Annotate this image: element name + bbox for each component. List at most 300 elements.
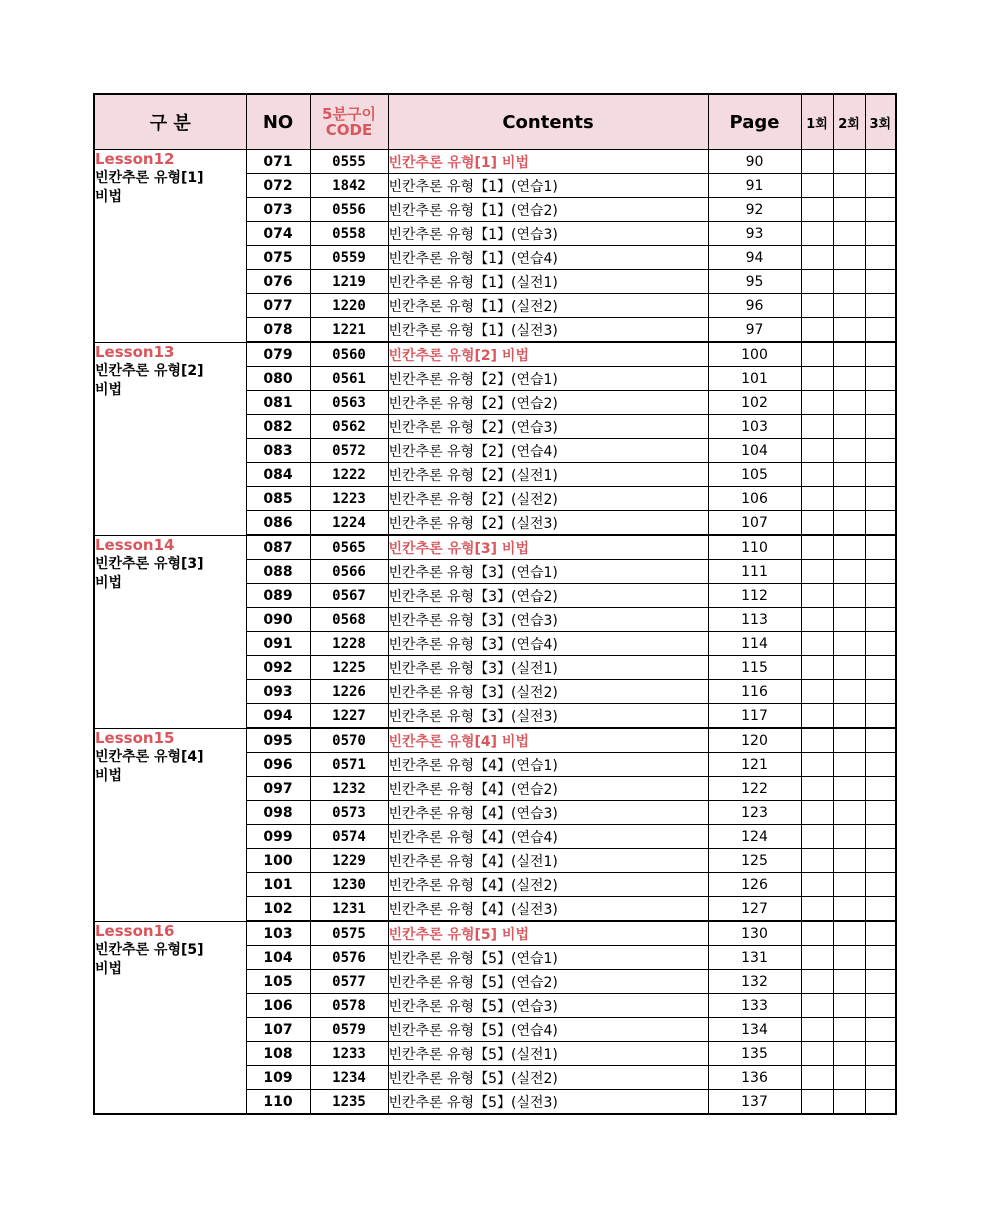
row-code: 1226 [310, 680, 388, 704]
round-2-checkbox[interactable] [833, 1042, 865, 1066]
row-code: 0562 [310, 415, 388, 439]
lesson-title-suffix: 비법 [95, 189, 123, 205]
row-number: 103 [246, 921, 310, 946]
row-code: 1229 [310, 849, 388, 873]
round-2-checkbox[interactable] [833, 632, 865, 656]
round-3-checkbox[interactable] [865, 873, 896, 897]
row-page: 127 [708, 897, 801, 922]
row-page: 107 [708, 511, 801, 536]
table-row [94, 728, 896, 753]
table-row [94, 921, 896, 946]
row-page: 105 [708, 463, 801, 487]
round-1-checkbox[interactable] [801, 970, 833, 994]
row-code: 0573 [310, 801, 388, 825]
lesson-name: Lesson16 [95, 921, 175, 940]
row-number: 098 [246, 801, 310, 825]
round-1-checkbox[interactable] [801, 584, 833, 608]
round-3-checkbox[interactable] [865, 849, 896, 873]
round-2-checkbox[interactable] [833, 463, 865, 487]
row-contents: 빈칸추론 유형【3】(연습4) [388, 632, 708, 656]
row-page: 95 [708, 270, 801, 294]
row-number: 073 [246, 198, 310, 222]
row-contents: 빈칸추론 유형【3】(연습2) [388, 584, 708, 608]
round-2-checkbox[interactable] [833, 342, 865, 367]
row-number: 083 [246, 439, 310, 463]
lesson-title: 빈칸추론 유형[3] [95, 555, 204, 572]
round-2-checkbox[interactable] [833, 825, 865, 849]
round-2-checkbox[interactable] [833, 294, 865, 318]
header-contents: Contents [388, 94, 708, 150]
round-1-checkbox[interactable] [801, 728, 833, 753]
round-1-checkbox[interactable] [801, 849, 833, 873]
round-2-checkbox[interactable] [833, 270, 865, 294]
row-page: 94 [708, 246, 801, 270]
row-contents: 빈칸추론 유형[1] 비법 [388, 150, 708, 174]
round-3-checkbox[interactable] [865, 318, 896, 343]
row-code: 0566 [310, 560, 388, 584]
round-2-checkbox[interactable] [833, 970, 865, 994]
round-1-checkbox[interactable] [801, 704, 833, 729]
row-page: 133 [708, 994, 801, 1018]
row-page: 132 [708, 970, 801, 994]
row-code: 0579 [310, 1018, 388, 1042]
row-number: 089 [246, 584, 310, 608]
round-3-checkbox[interactable] [865, 198, 896, 222]
row-code: 0567 [310, 584, 388, 608]
round-3-checkbox[interactable] [865, 1090, 896, 1115]
row-code: 0574 [310, 825, 388, 849]
round-2-checkbox[interactable] [833, 608, 865, 632]
row-code: 0565 [310, 535, 388, 560]
lesson-cell [94, 728, 246, 921]
row-page: 131 [708, 946, 801, 970]
round-3-checkbox[interactable] [865, 825, 896, 849]
round-1-checkbox[interactable] [801, 680, 833, 704]
row-number: 096 [246, 753, 310, 777]
row-number: 079 [246, 342, 310, 367]
round-1-checkbox[interactable] [801, 342, 833, 367]
lesson-title: 빈칸추론 유형[5] [95, 941, 204, 958]
row-code: 0556 [310, 198, 388, 222]
round-2-checkbox[interactable] [833, 174, 865, 198]
round-1-checkbox[interactable] [801, 174, 833, 198]
row-number: 105 [246, 970, 310, 994]
round-2-checkbox[interactable] [833, 222, 865, 246]
row-page: 120 [708, 728, 801, 753]
row-page: 125 [708, 849, 801, 873]
round-2-checkbox[interactable] [833, 511, 865, 536]
table-row [94, 150, 896, 174]
row-page: 103 [708, 415, 801, 439]
row-number: 102 [246, 897, 310, 922]
row-code: 1220 [310, 294, 388, 318]
round-3-checkbox[interactable] [865, 246, 896, 270]
row-contents: 빈칸추론 유형【3】(실전2) [388, 680, 708, 704]
round-1-checkbox[interactable] [801, 632, 833, 656]
round-1-checkbox[interactable] [801, 994, 833, 1018]
round-2-checkbox[interactable] [833, 1090, 865, 1115]
round-1-checkbox[interactable] [801, 1042, 833, 1066]
row-code: 0558 [310, 222, 388, 246]
round-2-checkbox[interactable] [833, 704, 865, 729]
row-number: 109 [246, 1066, 310, 1090]
row-contents: 빈칸추론 유형【4】(연습3) [388, 801, 708, 825]
row-contents: 빈칸추론 유형【4】(실전1) [388, 849, 708, 873]
round-3-checkbox[interactable] [865, 1018, 896, 1042]
row-contents: 빈칸추론 유형【1】(연습2) [388, 198, 708, 222]
round-1-checkbox[interactable] [801, 560, 833, 584]
row-page: 123 [708, 801, 801, 825]
round-1-checkbox[interactable] [801, 1090, 833, 1115]
header-code-line2: CODE [325, 121, 373, 139]
row-number: 077 [246, 294, 310, 318]
round-3-checkbox[interactable] [865, 294, 896, 318]
round-3-checkbox[interactable] [865, 535, 896, 560]
round-3-checkbox[interactable] [865, 801, 896, 825]
lesson-title-suffix: 비법 [95, 574, 123, 591]
lesson-title: 빈칸추론 유형[2] [95, 362, 204, 379]
round-1-checkbox[interactable] [801, 198, 833, 222]
row-code: 0555 [310, 150, 388, 174]
row-contents: 빈칸추론 유형【1】(실전3) [388, 318, 708, 343]
row-page: 136 [708, 1066, 801, 1090]
round-1-checkbox[interactable] [801, 367, 833, 391]
row-code: 0563 [310, 391, 388, 415]
round-2-checkbox[interactable] [833, 391, 865, 415]
row-code: 0572 [310, 439, 388, 463]
lesson-name: Lesson12 [95, 150, 175, 168]
round-1-checkbox[interactable] [801, 463, 833, 487]
row-contents: 빈칸추론 유형【2】(연습3) [388, 415, 708, 439]
row-page: 124 [708, 825, 801, 849]
row-code: 0560 [310, 342, 388, 367]
round-1-checkbox[interactable] [801, 150, 833, 174]
round-2-checkbox[interactable] [833, 535, 865, 560]
round-1-checkbox[interactable] [801, 294, 833, 318]
row-page: 97 [708, 318, 801, 343]
round-3-checkbox[interactable] [865, 511, 896, 536]
row-code: 0559 [310, 246, 388, 270]
round-3-checkbox[interactable] [865, 150, 896, 174]
round-2-checkbox[interactable] [833, 849, 865, 873]
row-code: 1235 [310, 1090, 388, 1115]
header-round-2: 2회 [833, 94, 865, 150]
round-3-checkbox[interactable] [865, 656, 896, 680]
lesson-name: Lesson13 [95, 342, 175, 361]
round-3-checkbox[interactable] [865, 391, 896, 415]
round-3-checkbox[interactable] [865, 608, 896, 632]
header-code [310, 94, 388, 150]
row-code: 1234 [310, 1066, 388, 1090]
row-page: 90 [708, 150, 801, 174]
row-page: 113 [708, 608, 801, 632]
round-2-checkbox[interactable] [833, 777, 865, 801]
row-page: 91 [708, 174, 801, 198]
row-contents: 빈칸추론 유형【5】(연습1) [388, 946, 708, 970]
round-3-checkbox[interactable] [865, 753, 896, 777]
round-2-checkbox[interactable] [833, 873, 865, 897]
round-3-checkbox[interactable] [865, 367, 896, 391]
row-code: 0577 [310, 970, 388, 994]
round-2-checkbox[interactable] [833, 946, 865, 970]
round-2-checkbox[interactable] [833, 487, 865, 511]
round-1-checkbox[interactable] [801, 246, 833, 270]
round-1-checkbox[interactable] [801, 656, 833, 680]
round-3-checkbox[interactable] [865, 174, 896, 198]
round-3-checkbox[interactable] [865, 946, 896, 970]
row-contents: 빈칸추론 유형[3] 비법 [388, 535, 708, 560]
row-number: 080 [246, 367, 310, 391]
row-page: 134 [708, 1018, 801, 1042]
round-3-checkbox[interactable] [865, 1066, 896, 1090]
row-code: 1225 [310, 656, 388, 680]
row-page: 102 [708, 391, 801, 415]
round-3-checkbox[interactable] [865, 560, 896, 584]
row-number: 107 [246, 1018, 310, 1042]
round-1-checkbox[interactable] [801, 487, 833, 511]
row-contents: 빈칸추론 유형【5】(연습3) [388, 994, 708, 1018]
round-2-checkbox[interactable] [833, 728, 865, 753]
round-1-checkbox[interactable] [801, 511, 833, 536]
row-contents: 빈칸추론 유형【3】(연습1) [388, 560, 708, 584]
round-3-checkbox[interactable] [865, 584, 896, 608]
round-2-checkbox[interactable] [833, 1018, 865, 1042]
lesson-cell [94, 535, 246, 728]
round-1-checkbox[interactable] [801, 897, 833, 922]
row-number: 097 [246, 777, 310, 801]
row-contents: 빈칸추론 유형【1】(실전1) [388, 270, 708, 294]
row-code: 0571 [310, 753, 388, 777]
round-3-checkbox[interactable] [865, 921, 896, 946]
row-contents: 빈칸추론 유형【4】(연습4) [388, 825, 708, 849]
round-3-checkbox[interactable] [865, 270, 896, 294]
round-2-checkbox[interactable] [833, 753, 865, 777]
lesson-name: Lesson15 [95, 728, 175, 747]
row-contents: 빈칸추론 유형【3】(연습3) [388, 608, 708, 632]
lesson-title-suffix: 비법 [95, 381, 123, 398]
row-number: 085 [246, 487, 310, 511]
round-3-checkbox[interactable] [865, 415, 896, 439]
round-1-checkbox[interactable] [801, 535, 833, 560]
row-number: 093 [246, 680, 310, 704]
header-round-3: 3회 [865, 94, 896, 150]
round-3-checkbox[interactable] [865, 632, 896, 656]
row-contents: 빈칸추론 유형【4】(연습2) [388, 777, 708, 801]
round-1-checkbox[interactable] [801, 439, 833, 463]
round-2-checkbox[interactable] [833, 680, 865, 704]
row-code: 1230 [310, 873, 388, 897]
row-page: 112 [708, 584, 801, 608]
row-contents: 빈칸추론 유형【4】(연습1) [388, 753, 708, 777]
round-2-checkbox[interactable] [833, 801, 865, 825]
row-contents: 빈칸추론 유형【2】(연습1) [388, 367, 708, 391]
round-1-checkbox[interactable] [801, 873, 833, 897]
lesson-title: 빈칸추론 유형[4] [95, 748, 204, 765]
round-2-checkbox[interactable] [833, 415, 865, 439]
row-contents: 빈칸추론 유형【1】(연습3) [388, 222, 708, 246]
row-page: 115 [708, 656, 801, 680]
row-page: 116 [708, 680, 801, 704]
round-1-checkbox[interactable] [801, 222, 833, 246]
row-number: 101 [246, 873, 310, 897]
row-page: 96 [708, 294, 801, 318]
round-1-checkbox[interactable] [801, 1018, 833, 1042]
round-3-checkbox[interactable] [865, 728, 896, 753]
row-contents: 빈칸추론 유형【2】(실전3) [388, 511, 708, 536]
round-3-checkbox[interactable] [865, 777, 896, 801]
round-2-checkbox[interactable] [833, 897, 865, 922]
round-2-checkbox[interactable] [833, 656, 865, 680]
row-code: 0570 [310, 728, 388, 753]
round-1-checkbox[interactable] [801, 270, 833, 294]
round-1-checkbox[interactable] [801, 777, 833, 801]
round-2-checkbox[interactable] [833, 318, 865, 343]
row-contents: 빈칸추론 유형【5】(연습2) [388, 970, 708, 994]
row-page: 130 [708, 921, 801, 946]
row-page: 111 [708, 560, 801, 584]
round-3-checkbox[interactable] [865, 342, 896, 367]
row-contents: 빈칸추론 유형【5】(실전3) [388, 1090, 708, 1115]
lesson-cell [94, 921, 246, 1114]
row-contents: 빈칸추론 유형【5】(연습4) [388, 1018, 708, 1042]
round-3-checkbox[interactable] [865, 487, 896, 511]
row-number: 086 [246, 511, 310, 536]
round-2-checkbox[interactable] [833, 367, 865, 391]
round-1-checkbox[interactable] [801, 753, 833, 777]
row-code: 0578 [310, 994, 388, 1018]
row-code: 1231 [310, 897, 388, 922]
round-1-checkbox[interactable] [801, 801, 833, 825]
row-number: 090 [246, 608, 310, 632]
row-number: 072 [246, 174, 310, 198]
row-page: 104 [708, 439, 801, 463]
round-3-checkbox[interactable] [865, 1042, 896, 1066]
round-2-checkbox[interactable] [833, 1066, 865, 1090]
round-3-checkbox[interactable] [865, 463, 896, 487]
lesson-title-suffix: 비법 [95, 767, 123, 784]
row-page: 100 [708, 342, 801, 367]
row-page: 122 [708, 777, 801, 801]
row-number: 087 [246, 535, 310, 560]
round-1-checkbox[interactable] [801, 318, 833, 343]
row-code: 1232 [310, 777, 388, 801]
header-row [94, 94, 896, 150]
round-2-checkbox[interactable] [833, 246, 865, 270]
round-1-checkbox[interactable] [801, 1066, 833, 1090]
row-code: 0568 [310, 608, 388, 632]
round-3-checkbox[interactable] [865, 994, 896, 1018]
row-number: 092 [246, 656, 310, 680]
header-section: 구 분 [94, 94, 246, 150]
row-number: 110 [246, 1090, 310, 1115]
row-contents: 빈칸추론 유형【4】(실전2) [388, 873, 708, 897]
row-code: 1222 [310, 463, 388, 487]
row-number: 104 [246, 946, 310, 970]
row-page: 126 [708, 873, 801, 897]
round-1-checkbox[interactable] [801, 825, 833, 849]
round-2-checkbox[interactable] [833, 439, 865, 463]
table-row [94, 342, 896, 367]
lesson-title: 빈칸추론 유형[1] [95, 170, 204, 186]
row-number: 071 [246, 150, 310, 174]
round-3-checkbox[interactable] [865, 439, 896, 463]
round-2-checkbox[interactable] [833, 198, 865, 222]
row-number: 076 [246, 270, 310, 294]
row-number: 099 [246, 825, 310, 849]
row-number: 094 [246, 704, 310, 729]
round-1-checkbox[interactable] [801, 391, 833, 415]
row-page: 121 [708, 753, 801, 777]
row-code: 0561 [310, 367, 388, 391]
row-code: 1224 [310, 511, 388, 536]
round-1-checkbox[interactable] [801, 608, 833, 632]
round-3-checkbox[interactable] [865, 704, 896, 729]
round-3-checkbox[interactable] [865, 897, 896, 922]
round-2-checkbox[interactable] [833, 584, 865, 608]
round-2-checkbox[interactable] [833, 994, 865, 1018]
row-contents: 빈칸추론 유형【2】(실전2) [388, 487, 708, 511]
row-number: 084 [246, 463, 310, 487]
row-contents: 빈칸추론 유형【5】(실전1) [388, 1042, 708, 1066]
row-contents: 빈칸추론 유형[4] 비법 [388, 728, 708, 753]
round-3-checkbox[interactable] [865, 680, 896, 704]
round-3-checkbox[interactable] [865, 970, 896, 994]
row-number: 100 [246, 849, 310, 873]
round-1-checkbox[interactable] [801, 415, 833, 439]
row-code: 0576 [310, 946, 388, 970]
row-contents: 빈칸추론 유형【3】(실전1) [388, 656, 708, 680]
row-page: 135 [708, 1042, 801, 1066]
row-contents: 빈칸추론 유형【2】(실전1) [388, 463, 708, 487]
row-number: 106 [246, 994, 310, 1018]
row-code: 1228 [310, 632, 388, 656]
round-1-checkbox[interactable] [801, 946, 833, 970]
header-no: NO [246, 94, 310, 150]
row-contents: 빈칸추론 유형【1】(실전2) [388, 294, 708, 318]
round-3-checkbox[interactable] [865, 222, 896, 246]
round-2-checkbox[interactable] [833, 560, 865, 584]
round-1-checkbox[interactable] [801, 921, 833, 946]
contents-table [93, 93, 897, 1115]
table-row [94, 535, 896, 560]
row-page: 92 [708, 198, 801, 222]
row-code: 1221 [310, 318, 388, 343]
row-page: 114 [708, 632, 801, 656]
row-code: 0575 [310, 921, 388, 946]
row-contents: 빈칸추론 유형【1】(연습1) [388, 174, 708, 198]
round-2-checkbox[interactable] [833, 150, 865, 174]
row-page: 110 [708, 535, 801, 560]
row-number: 091 [246, 632, 310, 656]
row-contents: 빈칸추론 유형【1】(연습4) [388, 246, 708, 270]
row-number: 088 [246, 560, 310, 584]
row-number: 108 [246, 1042, 310, 1066]
lesson-cell [94, 342, 246, 535]
row-page: 93 [708, 222, 801, 246]
row-number: 074 [246, 222, 310, 246]
row-page: 137 [708, 1090, 801, 1115]
row-contents: 빈칸추론 유형【5】(실전2) [388, 1066, 708, 1090]
row-number: 078 [246, 318, 310, 343]
round-2-checkbox[interactable] [833, 921, 865, 946]
row-contents: 빈칸추론 유형[5] 비법 [388, 921, 708, 946]
header-code-line1: 5분구이 [322, 105, 376, 123]
lesson-title-suffix: 비법 [95, 960, 123, 977]
row-contents: 빈칸추론 유형【2】(연습4) [388, 439, 708, 463]
row-page: 101 [708, 367, 801, 391]
header-round-1: 1회 [801, 94, 833, 150]
header-page: Page [708, 94, 801, 150]
